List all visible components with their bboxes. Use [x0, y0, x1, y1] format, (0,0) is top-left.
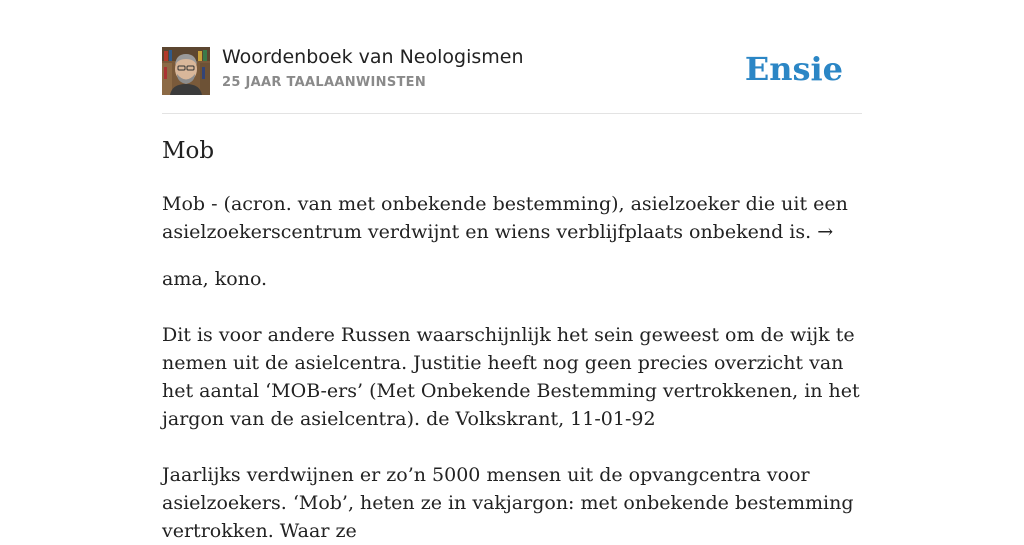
quote-paragraph: Jaarlijks verdwijnen er zo’n 5000 mensen uit de opvangcentra voor asielzoekers. ‘Mob’, heten ze in vakjargon: met onbekende bestemming vertrokken. Waar ze — [162, 464, 854, 542]
author-portrait-icon[interactable] — [162, 47, 210, 95]
related-terms: ama, kono. — [162, 268, 268, 290]
paragraph-spacer — [162, 433, 862, 461]
ensie-logo[interactable]: Ensie — [744, 50, 843, 88]
article-body — [162, 190, 862, 545]
site-subtitle: 25 JAAR TAALAANWINSTEN — [222, 75, 427, 90]
paragraph-spacer — [162, 293, 862, 321]
site-header — [162, 46, 862, 96]
page-title: Mob — [162, 138, 215, 164]
definition-text: Mob - (acron. van met onbekende bestemming), asielzoeker die uit een asielzoekerscentrum verdwijnt en wiens verblijfplaats onbekend is. → — [162, 193, 848, 243]
quote-paragraph: Dit is voor andere Russen waarschijnlijk het sein geweest om de wijk te nemen uit de asielcentra. Justitie heeft nog geen precies overzicht van het aantal ‘MOB-ers’ (Met Onbekende Bestemming vertrokkenen, in het jargon van de asielcentra). de Volkskrant, 11-01-92 — [162, 324, 860, 430]
site-title[interactable]: Woordenboek van Neologismen — [222, 46, 524, 68]
header-divider — [162, 113, 862, 114]
